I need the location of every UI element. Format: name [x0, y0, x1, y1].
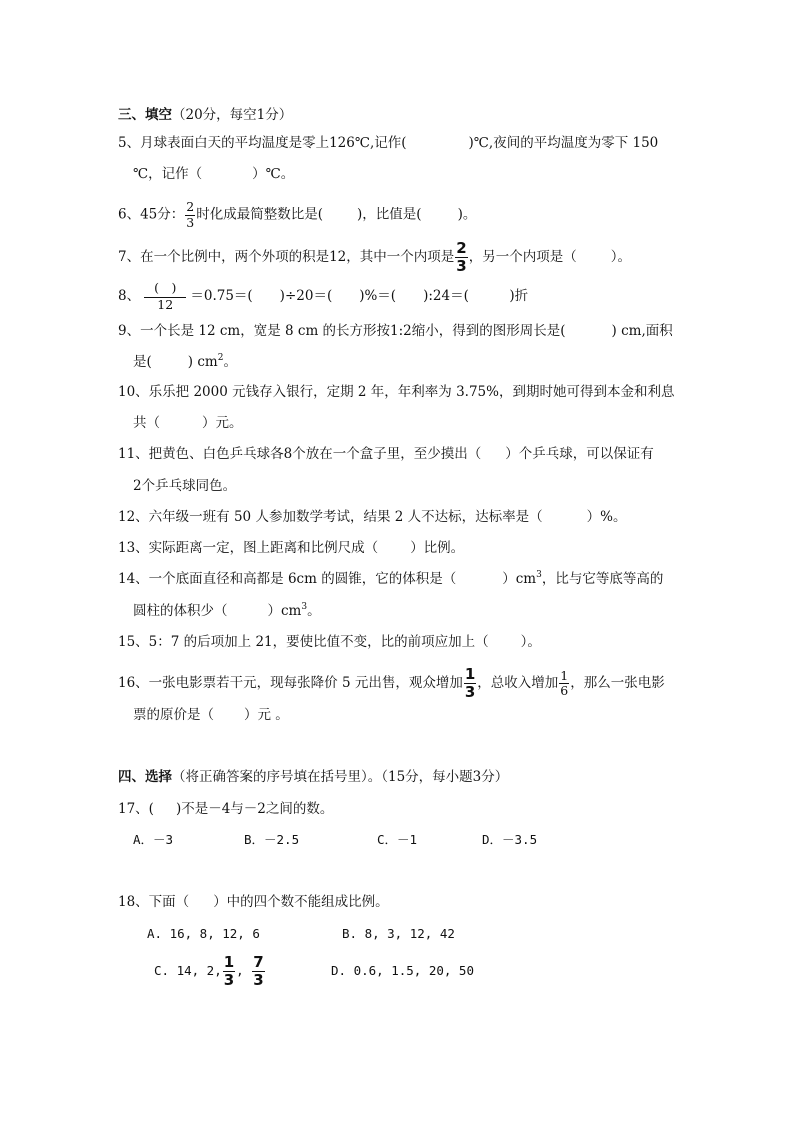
q15-text-a: 15、5：7 的后项加上 21，要使比值不变，比的前项应加上（: [118, 634, 489, 650]
fraction: [223, 955, 235, 988]
question-5-line2: [133, 164, 294, 184]
q7-text-a: 7、在一个比例中，两个外项的积是12，其中一个内项是: [118, 249, 455, 265]
section3-title: 三、填空: [118, 107, 172, 123]
question-17: [118, 799, 333, 819]
fraction: [464, 667, 476, 700]
question-9-line2: [133, 352, 237, 372]
q12-text-a: 12、六年级一班有 50 人参加数学考试，结果 2 人不达标，达标率是（: [118, 509, 543, 525]
option-b[interactable]: B．－2.5: [244, 832, 300, 847]
question-5-line1: [118, 133, 658, 153]
q10-text-b: 共（: [133, 415, 160, 431]
fraction-denominator: 3: [464, 683, 476, 701]
fraction-numerator: 1: [464, 665, 476, 683]
superscript: 3: [301, 602, 308, 612]
option-d[interactable]: D．－3.5: [482, 832, 538, 847]
question-14-line2: [133, 601, 321, 621]
option-a[interactable]: A. 16, 8, 12, 6: [147, 926, 260, 941]
q16-text-e: ）元 。: [244, 707, 289, 723]
question-6: [118, 201, 476, 229]
q8-text-b: ＝0.75＝( )÷20＝( )%＝( ):24＝( )折: [190, 288, 529, 304]
fraction: [559, 667, 569, 698]
q16-text-c: ，那么一张电影: [570, 675, 665, 691]
question-10-line1: [118, 382, 674, 402]
q6-text-d: )。: [457, 206, 477, 223]
fraction: [455, 241, 467, 274]
question-12: [118, 507, 626, 527]
option-b[interactable]: B. 8, 3, 12, 42: [342, 926, 455, 941]
fraction: [185, 201, 195, 229]
section3-note: （20分，每空1分）: [172, 107, 293, 123]
question-7: [118, 241, 631, 274]
q14-text-e: ）cm: [267, 603, 302, 619]
option-d[interactable]: D. 0.6, 1.5, 20, 50: [331, 963, 474, 978]
q7-text-b: ，另一个内项是（: [468, 249, 577, 265]
q9-text-c: 是(: [133, 354, 152, 370]
section4-heading: [118, 767, 508, 787]
q10-text-a: 10、乐乐把 2000 元钱存入银行，定期 2 年，年利率为 3.75%，到期时她可得到本金和利息: [118, 384, 675, 400]
superscript: 3: [536, 570, 542, 580]
question-8: [118, 282, 528, 311]
fraction-numerator: 2: [186, 199, 195, 214]
separator: ,: [236, 963, 244, 978]
fraction-denominator: 6: [560, 683, 569, 698]
fraction-numerator: 1: [560, 667, 569, 683]
q9-text-b: ) cm,面积: [611, 323, 673, 339]
question-10-line2: [133, 413, 243, 433]
fraction-numerator: 2: [456, 239, 467, 257]
option-c-text: C. 14, 2,: [154, 963, 222, 978]
q17-text-a: 17、(: [118, 801, 154, 817]
q10-text-c: ）元。: [202, 415, 243, 431]
q5-text-c: ℃，记作（: [133, 166, 203, 182]
q6-text-a: 6、45分：: [118, 206, 185, 223]
fraction: [252, 955, 264, 988]
fraction: [144, 282, 186, 311]
q6-text-c: )，比值是(: [357, 206, 422, 223]
fraction-denominator: 12: [157, 296, 174, 312]
q5-text-a: 5、月球表面白天的平均温度是零上126℃,记作(: [118, 135, 407, 151]
q9-text-d: ) cm: [187, 354, 218, 370]
fraction-denominator: 3: [223, 971, 235, 989]
question-16-line1: [118, 667, 665, 700]
question-15: [118, 632, 541, 652]
fraction-denominator: 3: [186, 214, 195, 230]
section3-heading: [118, 105, 292, 125]
q15-text-b: ）。: [520, 634, 541, 650]
question-16-line2: [133, 705, 289, 725]
q9-text-e: 。: [223, 354, 237, 370]
q13-text-b: ）比例。: [410, 540, 465, 556]
q16-text-d: 票的原价是（: [133, 707, 214, 723]
q16-text-a: 16、一张电影票若干元，现每张降价 5 元出售，观众增加: [118, 675, 463, 691]
q11-text-b: ）个乒乓球，可以保证有: [505, 446, 654, 462]
option-c[interactable]: C．－1: [377, 832, 418, 847]
question-11-line1: [118, 444, 654, 464]
fraction-denominator: 3: [253, 971, 264, 989]
question-14-line1: [118, 569, 663, 589]
fraction-numerator: 7: [253, 953, 264, 971]
q14-text-b: ）cm: [502, 571, 537, 587]
q8-text-a: 8、: [118, 288, 141, 304]
fraction-numerator: 1: [223, 953, 235, 971]
q18-text-a: 18、下面（: [118, 894, 190, 910]
q18-text-b: ）中的四个数不能组成比例。: [213, 894, 389, 910]
q5-text-b: )℃,夜间的平均温度为零下 150: [468, 135, 659, 151]
q16-text-b: ，总收入增加: [477, 675, 559, 691]
q7-text-c: ）。: [610, 249, 631, 265]
section4-note: （将正确答案的序号填在括号里）。（15分，每小题3分）: [172, 769, 509, 785]
q12-text-b: ）%。: [586, 509, 627, 525]
option-c[interactable]: [154, 954, 266, 988]
q13-text-a: 13、实际距离一定，图上距离和比例尺成（: [118, 540, 379, 556]
question-9-line1: [118, 321, 673, 341]
question-11-line2: [133, 476, 236, 496]
q11-text-c: 2个乒乓球同色。: [133, 478, 237, 494]
q6-text-b: 时化成最简整数比是(: [196, 206, 324, 223]
q11-text-a: 11、把黄色、白色乒乓球各8个放在一个盒子里，至少摸出（: [118, 446, 482, 462]
q14-text-d: 圆柱的体积少（: [133, 603, 228, 619]
q14-text-a: 14、一个底面直径和高都是 6cm 的圆锥，它的体积是（: [118, 571, 457, 587]
superscript: 2: [217, 353, 224, 363]
q14-text-c: ，比与它等底等高的: [541, 571, 664, 587]
question-13: [118, 538, 464, 558]
fraction-denominator: 3: [456, 257, 467, 275]
q14-text-f: 。: [307, 603, 321, 619]
question-18: [118, 892, 389, 912]
option-a[interactable]: A．－3: [133, 832, 174, 847]
q5-text-d: ）℃。: [252, 166, 295, 182]
q17-text-b: )不是－4与－2之间的数。: [175, 801, 334, 817]
fraction-numerator: ( ): [144, 282, 186, 298]
q9-text-a: 9、一个长是 12 cm，宽是 8 cm 的长方形按1:2缩小，得到的图形周长是(: [118, 323, 566, 339]
section4-title: 四、选择: [118, 769, 172, 785]
